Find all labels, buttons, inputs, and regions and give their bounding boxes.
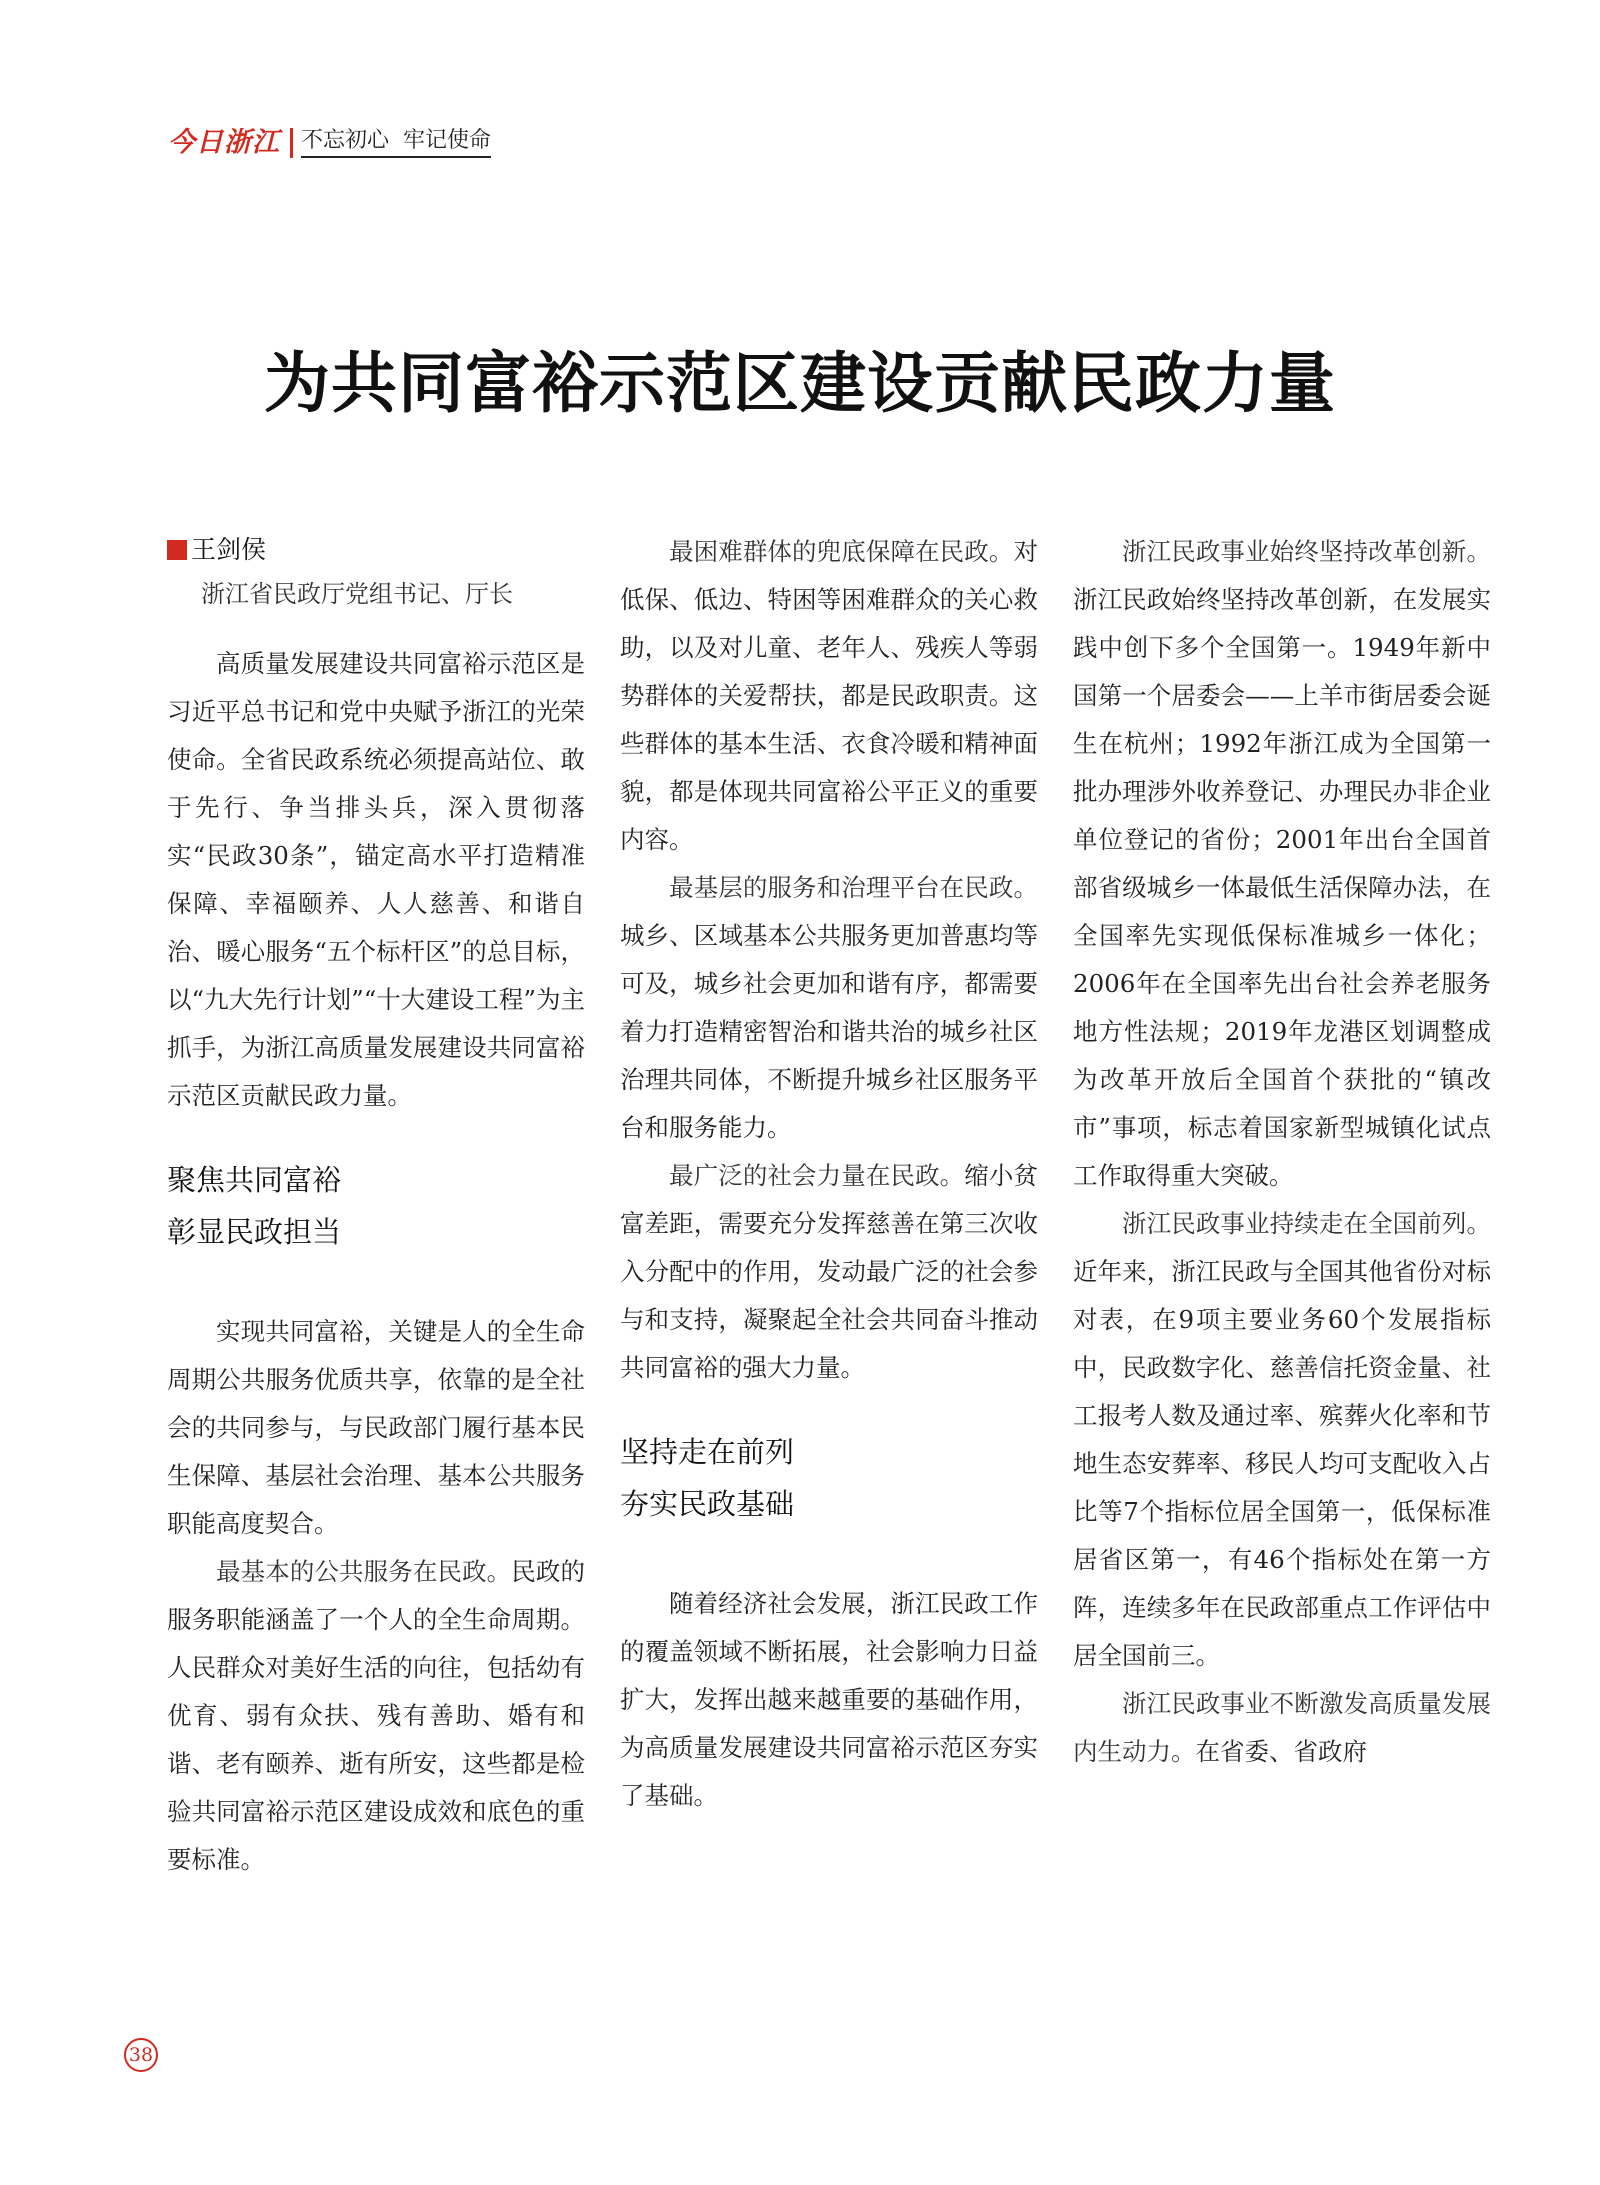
paragraph-lead: 最基层的服务和治理平台在民政。	[669, 873, 1038, 902]
text-column-2	[620, 528, 1038, 1820]
section-heading-2a: 坚持走在前列	[620, 1435, 795, 1469]
section-heading-1a: 聚焦共同富裕	[167, 1163, 342, 1197]
intro-paragraph: 高质量发展建设共同富裕示范区是习近平总书记和党中央赋予浙江的光荣使命。全省民政系统必须提高站位、敢于先行、争当排头兵，深入贯彻落实“民政30条”，锚定高水平打造精准保障、幸福颐养、人人慈善、和谐自治、暖心服务“五个标杆区”的总目标，以“九大先行计划”“十大建设工程”为主抓手，为浙江高质量发展建设共同富裕示范区贡献民政力量。	[167, 649, 585, 1110]
header-slogan: 不忘初心 牢记使命	[301, 127, 491, 158]
paragraph-body: 对低保、低边、特困等困难群众的关心救助，以及对儿童、老年人、残疾人等弱势群体的关爱帮扶，都是民政职责。这些群体的基本生活、衣食冷暖和精神面貌，都是体现共同富裕公平正义的重要内容。	[620, 537, 1038, 854]
body-paragraph	[620, 864, 1038, 1152]
author-position: 浙江省民政厅党组书记、厅长	[201, 580, 513, 608]
article-title: 为共同富裕示范区建设贡献民政力量	[264, 344, 1336, 422]
page-number: 38	[124, 2038, 158, 2072]
brand-logo: 今日浙江	[168, 127, 280, 158]
paragraph-lead: 最基本的公共服务在民政。	[216, 1557, 512, 1586]
paragraph-body: 浙江民政始终坚持改革创新，在发展实践中创下多个全国第一。1949年新中国第一个居委会——上羊市街居委会诞生在杭州；1992年浙江成为全国第一批办理涉外收养登记、办理民办非企业单位登记的省份；2001年出台全国首部省级城乡一体最低生活保障办法，在全国率先实现低保标准城乡一体化；2006年在全国率先出台社会养老服务地方性法规；2019年龙港区划调整成为改革开放后全国首个获批的“镇改市”事项，标志着国家新型城镇化试点工作取得重大突破。	[1073, 585, 1491, 1190]
paragraph-lead: 最困难群体的兜底保障在民政。	[669, 537, 1014, 566]
section-heading-2b: 夯实民政基础	[620, 1487, 795, 1521]
paragraph-lead: 浙江民政事业始终坚持改革创新。	[1122, 537, 1491, 566]
author-marker-icon	[167, 540, 187, 560]
body-paragraph	[620, 1152, 1038, 1392]
body-paragraph	[620, 528, 1038, 864]
paragraph-body: 缩小贫富差距，需要充分发挥慈善在第三次收入分配中的作用，发动最广泛的社会参与和支持，凝聚起全社会共同奋斗推动共同富裕的强大力量。	[620, 1161, 1039, 1382]
paragraph-body: 近年来，浙江民政与全国其他省份对标对表，在9项主要业务60个发展指标中，民政数字化、慈善信托资金量、社工报考人数及通过率、殡葬火化率和节地生态安葬率、移民人均可支配收入占比等7个指标位居全国第一，低保标准居省区第一，有46个指标处在第一方阵，连续多年在民政部重点工作评估中居全国前三。	[1073, 1257, 1491, 1670]
paragraph-lead: 最广泛的社会力量在民政。	[669, 1161, 965, 1190]
body-paragraph	[1073, 1200, 1491, 1680]
paragraph-lead: 浙江民政事业不断激发高质量发展内生动力。	[1073, 1689, 1491, 1766]
paragraph-body: 民政的服务职能涵盖了一个人的全生命周期。人民群众对美好生活的向往，包括幼有优育、弱有众扶、残有善助、婚有和谐、老有颐养、逝有所安，这些都是检验共同富裕示范区建设成效和底色的重要标准。	[167, 1557, 586, 1874]
paragraph-body: 城乡、区域基本公共服务更加普惠均等可及，城乡社会更加和谐有序，都需要着力打造精密智治和谐共治的城乡社区治理共同体，不断提升城乡社区服务平台和服务能力。	[620, 921, 1038, 1142]
body-paragraph	[1073, 528, 1491, 1200]
text-column-1	[167, 528, 585, 1884]
body-paragraph: 实现共同富裕，关键是人的全生命周期公共服务优质共享，依靠的是全社会的共同参与，与民政部门履行基本民生保障、基层社会治理、基本公共服务职能高度契合。	[167, 1317, 585, 1538]
body-paragraph	[1073, 1680, 1491, 1776]
author-line	[167, 528, 585, 572]
section-heading-1b: 彰显民政担当	[167, 1215, 342, 1249]
header-divider	[290, 128, 293, 158]
page-header	[168, 124, 491, 158]
author-name: 王剑侯	[191, 535, 267, 564]
text-column-3	[1073, 528, 1491, 1776]
paragraph-lead: 浙江民政事业持续走在全国前列。	[1122, 1209, 1491, 1238]
body-paragraph	[167, 1548, 585, 1884]
paragraph-body: 在省委、省政府	[1195, 1737, 1367, 1766]
body-paragraph: 随着经济社会发展，浙江民政工作的覆盖领域不断拓展，社会影响力日益扩大，发挥出越来越重要的基础作用，为高质量发展建设共同富裕示范区夯实了基础。	[620, 1589, 1038, 1810]
